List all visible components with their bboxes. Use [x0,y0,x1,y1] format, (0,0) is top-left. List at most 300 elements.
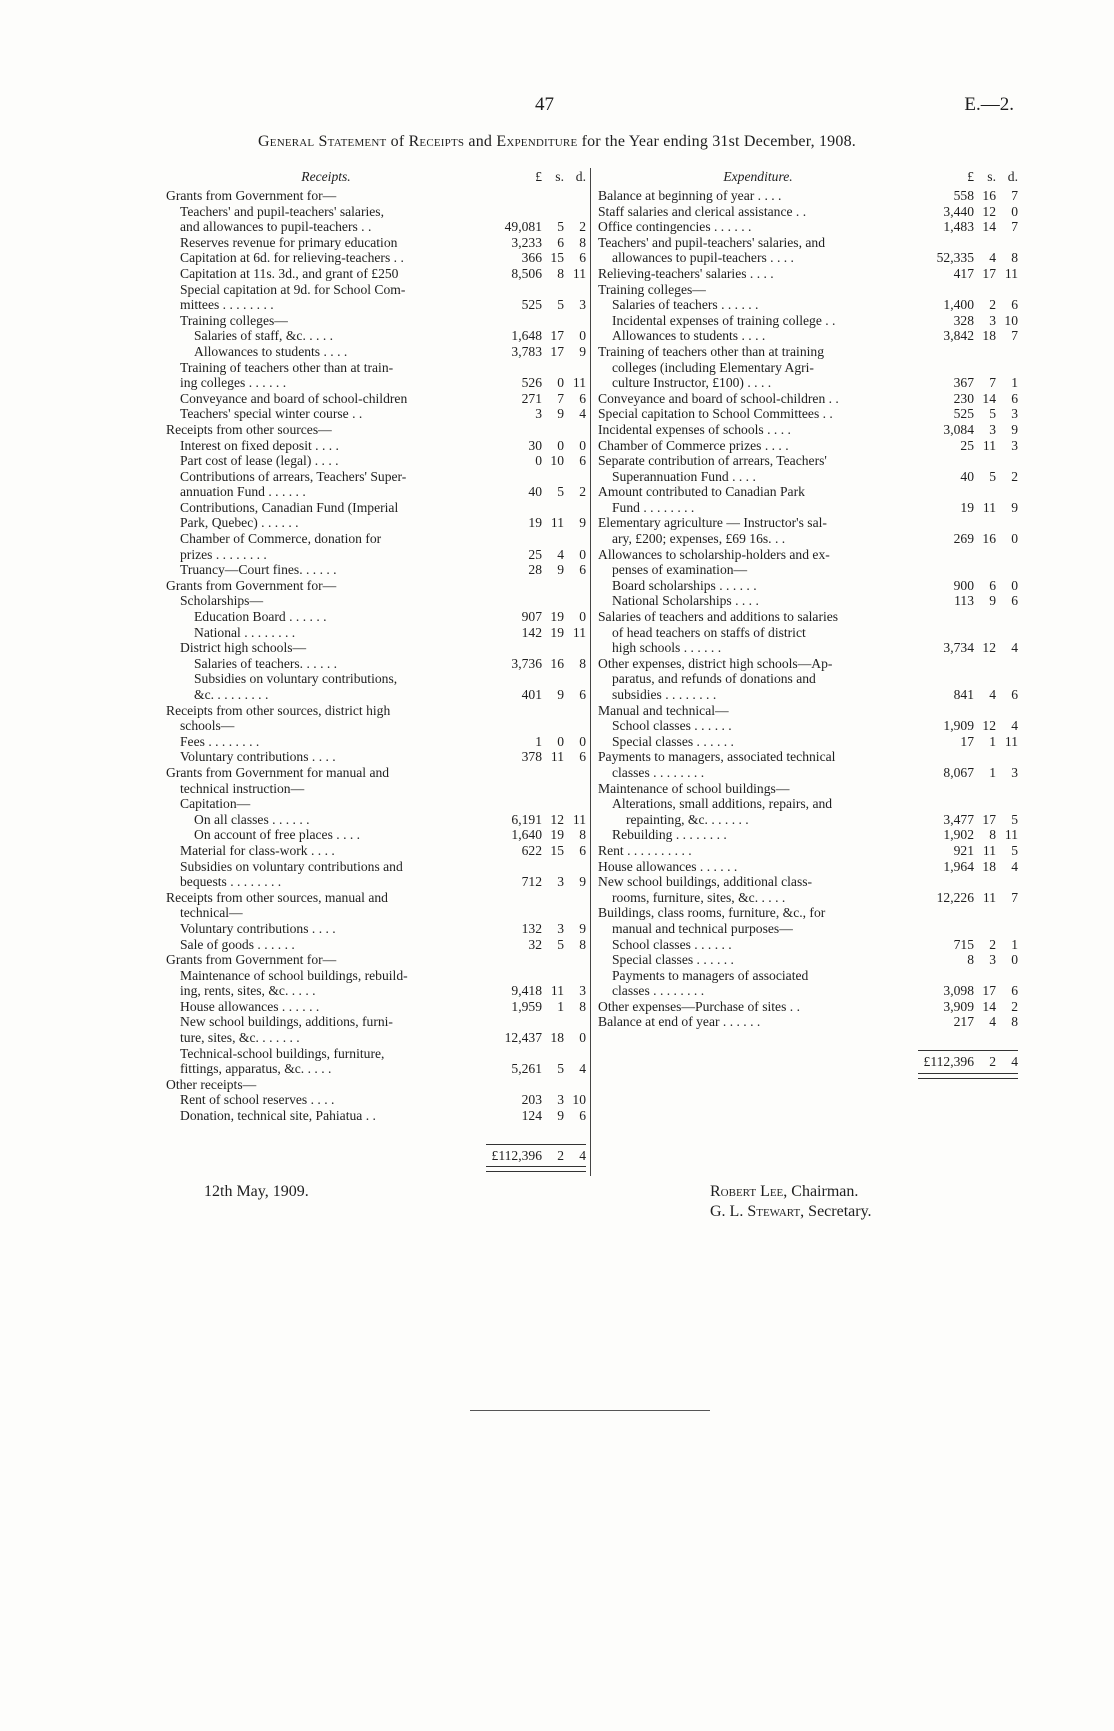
pounds [486,765,542,781]
shillings: 2 [989,297,996,313]
row-description: ing colleges . . . . . . [180,375,287,391]
row-amount [486,1061,586,1077]
pence: 0 [1011,203,1018,219]
pence [564,500,586,516]
table-row [598,983,1018,999]
pence: 6 [579,453,586,469]
pounds [486,905,542,921]
pounds: 8,067 [943,764,974,780]
row-description: paratus, and refunds of donations and [612,671,816,687]
row-amount [918,968,1018,984]
row-amount [918,391,1018,407]
table-row [598,812,1018,828]
shillings: 6 [989,577,996,593]
pence: 8 [579,234,586,250]
pounds [918,968,974,984]
pence: 1 [1011,936,1018,952]
shillings [974,968,996,984]
row-description: manual and technical purposes— [612,920,793,936]
signer-name: Robert Lee [710,1183,784,1200]
pounds: 3,440 [943,203,974,219]
row-amount [918,282,1018,298]
row-description: School classes . . . . . . [612,718,732,734]
row-description: Special capitation at 9d. for School Com- [180,281,406,297]
pounds: 526 [521,375,542,391]
row-amount [918,749,1018,765]
table-row [166,250,586,266]
table-row [598,406,1018,422]
shillings: 9 [557,406,564,422]
expenditure-column [598,168,1018,1079]
pounds: 217 [953,1014,974,1030]
expenditure-header [598,168,1018,186]
table-row [166,266,586,282]
pounds: 3,783 [511,343,542,359]
pounds: 9,418 [511,983,542,999]
row-amount [486,687,586,703]
shillings [974,344,996,360]
table-row [598,999,1018,1015]
shillings: 2 [989,936,996,952]
pounds [918,781,974,797]
row-description: Superannuation Fund . . . . [612,468,756,484]
shillings: 12 [550,811,564,827]
pounds [918,656,974,672]
pence: 9 [1011,499,1018,515]
row-amount [486,843,586,859]
pounds: 1,483 [943,219,974,235]
row-amount [486,282,586,298]
row-amount [486,874,586,890]
pence: 6 [1011,983,1018,999]
row-amount [918,484,1018,500]
row-amount [486,235,586,251]
signer-name: Stewart [747,1203,801,1220]
row-amount [918,453,1018,469]
shillings [974,625,996,641]
shillings [542,765,564,781]
statement-date: 12th May, 1909. [204,1183,309,1200]
pence [564,188,586,204]
row-description: Staff salaries and clerical assistance . . [598,203,807,219]
pounds [486,469,542,485]
shillings [974,671,996,687]
pence: 9 [579,920,586,936]
pence: 5 [1011,842,1018,858]
pence [564,282,586,298]
pence: 9 [579,343,586,359]
row-description: rooms, furniture, sites, &c. . . . . [612,889,786,905]
row-description: Training of teachers other than at train- [180,359,394,375]
row-description: Buildings, class rooms, furniture, &c., for [598,905,826,921]
pounds: 1 [535,733,542,749]
shillings: 3 [989,421,996,437]
pence [564,952,586,968]
row-amount [486,250,586,266]
shillings: 12 [982,718,996,734]
pounds: 30 [528,437,542,453]
row-amount [918,812,1018,828]
row-description: Payments to managers of associated [612,967,809,983]
pence [996,874,1018,890]
pounds: 366 [521,250,542,266]
table-row [166,1108,586,1124]
row-amount [918,859,1018,875]
pounds [486,718,542,734]
pence [564,781,586,797]
row-description: Fees . . . . . . . . [180,733,260,749]
pence: 11 [1004,265,1018,281]
table-row [166,718,586,734]
shillings: 16 [982,531,996,547]
pence [564,703,586,719]
shillings [974,562,996,578]
table-row [598,313,1018,329]
pounds: 3,909 [943,998,974,1014]
row-description: Training colleges— [598,281,706,297]
table-row [166,469,586,485]
shillings: 18 [550,1030,564,1046]
pounds: 3,084 [943,421,974,437]
shillings: 11 [982,437,996,453]
row-description: Teachers' special winter course . . [180,406,363,422]
row-amount [486,1077,586,1093]
row-amount [486,453,586,469]
pounds: 269 [953,531,974,547]
table-row [166,1092,586,1108]
table-row [166,188,586,204]
row-amount [918,469,1018,485]
row-amount [918,500,1018,516]
row-amount [486,484,586,500]
row-amount [486,1030,586,1046]
pounds: 8,506 [511,265,542,281]
table-row [598,874,1018,890]
pence [996,625,1018,641]
table-row [166,422,586,438]
row-description: technical instruction— [180,780,305,796]
row-amount [486,890,586,906]
table-row [166,968,586,984]
title-part: General Statement [258,133,387,150]
signature-secretary [710,1203,872,1221]
row-description: Elementary agriculture — Instructor's sal- [598,515,827,531]
pence [996,453,1018,469]
pounds: 32 [528,936,542,952]
row-amount [486,734,586,750]
pounds [918,703,974,719]
pence [996,905,1018,921]
table-row [166,859,586,875]
receipts-list [166,188,586,1124]
pence: 6 [579,687,586,702]
row-amount [486,266,586,282]
row-amount [486,671,586,687]
row-description: Capitation at 11s. 3d., and grant of £250 [180,265,399,281]
row-description: Grants from Government for— [166,577,337,593]
pence: 7 [1011,328,1018,344]
row-description: Contributions, Canadian Fund (Imperial [180,499,399,515]
pounds: 525 [521,297,542,313]
shillings [542,703,564,719]
row-description: Allowances to students . . . . [194,343,348,359]
row-amount [486,188,586,204]
pence: 9 [579,515,586,531]
table-row [166,578,586,594]
row-description: Other expenses, district high schools—Ap- [598,655,833,671]
pence: 8 [579,655,586,671]
shillings: 19 [550,609,564,625]
row-description: Subsidies on voluntary contributions, [194,671,398,687]
row-amount [918,438,1018,454]
table-row [598,671,1018,687]
pence [564,640,586,656]
table-row [166,952,586,968]
pounds [918,282,974,298]
row-description: Voluntary contributions . . . . [180,920,336,936]
row-description: Subsidies on voluntary contributions and [180,858,403,874]
row-amount [486,983,586,999]
row-amount [918,703,1018,719]
pence [996,515,1018,531]
table-row [166,1014,586,1030]
pence [564,531,586,547]
table-row [598,640,1018,656]
shillings: 5 [989,468,996,484]
pounds [486,531,542,547]
pence [564,360,586,376]
table-row [598,843,1018,859]
pounds: 12,226 [936,889,974,905]
shillings [542,1077,564,1093]
pence: 8 [579,827,586,843]
pounds [918,609,974,625]
pounds: 3,233 [511,234,542,250]
row-amount [486,921,586,937]
row-description: Capitation— [180,796,251,812]
row-amount [486,375,586,391]
table-row [166,999,586,1015]
pence [564,204,586,220]
row-description: District high schools— [180,640,307,656]
row-description: Receipts from other sources, manual and [166,889,388,905]
pence: 3 [1011,764,1018,780]
page-number: 47 [535,94,554,115]
row-description: Rebuilding . . . . . . . . [612,827,727,843]
pence: 2 [579,484,586,500]
shillings: 4 [989,687,996,702]
shillings [542,531,564,547]
row-amount [918,937,1018,953]
pence: 0 [579,1030,586,1046]
table-row [166,921,586,937]
table-row [166,453,586,469]
row-amount [486,625,586,641]
row-amount [918,999,1018,1015]
row-description: New school buildings, additional class- [598,874,813,890]
pence [996,671,1018,687]
shillings [542,204,564,220]
table-row [598,718,1018,734]
pence: 6 [1011,687,1018,702]
row-amount [486,391,586,407]
pounds: 6,191 [511,811,542,827]
table-row [166,749,586,765]
row-description: Interest on fixed deposit . . . . [180,437,339,453]
shillings [974,609,996,625]
pence: 3 [579,297,586,313]
pounds: 712 [521,874,542,890]
table-row [598,921,1018,937]
row-description: culture Instructor, £100) . . . . [612,375,772,391]
pounds [486,703,542,719]
row-amount [918,609,1018,625]
pence: 11 [572,375,586,391]
pounds: 900 [953,577,974,593]
pounds [918,671,974,687]
pounds: 3 [535,406,542,422]
row-description: Rent of school reserves . . . . [180,1092,335,1108]
row-description: allowances to pupil-teachers . . . . [612,250,794,266]
shillings: 17 [550,343,564,359]
pounds: 1,648 [511,328,542,344]
row-description: Allowances to scholarship-holders and ex- [598,546,830,562]
pence [564,1014,586,1030]
pence: 4 [1011,718,1018,734]
section-code: E.—2. [964,94,1014,115]
row-amount [918,827,1018,843]
row-amount [918,250,1018,266]
row-description: technical— [180,905,243,921]
shillings: 5 [557,297,564,313]
table-row [166,515,586,531]
row-description: Salaries of teachers . . . . . . [612,297,759,313]
pence: 6 [579,842,586,858]
row-amount [486,204,586,220]
title-part: of [386,133,409,150]
table-row [166,313,586,329]
row-description: Conveyance and board of school-children . . [598,390,839,406]
row-description: mittees . . . . . . . . [180,297,274,313]
shillings [542,188,564,204]
pence [564,1046,586,1062]
row-amount [918,625,1018,641]
pence [564,422,586,438]
table-row [166,297,586,313]
row-description: Fund . . . . . . . . [612,499,695,515]
shillings: 19 [550,624,564,640]
row-amount [486,937,586,953]
pounds: 40 [960,468,974,484]
row-amount [486,749,586,765]
table-row [166,1061,586,1077]
row-description: Training of teachers other than at training [598,343,824,359]
pounds: 1,964 [943,858,974,874]
table-row [598,765,1018,781]
row-description: classes . . . . . . . . [612,983,705,999]
row-description: Special classes . . . . . . [612,952,734,968]
pence: 6 [579,749,586,765]
shillings: 10 [550,453,564,469]
receipts-column [166,168,586,1172]
table-row [598,656,1018,672]
table-row [166,235,586,251]
row-description: Alterations, small additions, repairs, and [612,796,833,812]
table-row [598,609,1018,625]
table-row [598,438,1018,454]
shillings: 4 [989,1014,996,1030]
pounds: 113 [954,593,974,609]
title-part: for the Year ending 31st December, 1908. [577,133,856,150]
row-amount [918,640,1018,656]
row-description: Donation, technical site, Pahiatua . . [180,1108,376,1124]
expenditure-list [598,188,1018,1030]
pence: 8 [579,936,586,952]
total-shillings: 2 [989,1054,996,1070]
pounds: 1,959 [511,998,542,1014]
row-description: Contributions of arrears, Teachers' Super- [180,468,407,484]
row-description: Salaries of teachers. . . . . . [194,655,338,671]
shillings-unit: s. [987,169,996,184]
pence: 2 [579,219,586,235]
shillings [974,515,996,531]
shillings: 18 [982,858,996,874]
row-description: Receipts from other sources, district high [166,702,391,718]
pence: 11 [1004,733,1018,749]
pounds: 17 [960,733,974,749]
pence: 6 [1011,297,1018,313]
pence-unit: d. [575,169,586,184]
shillings: 11 [982,499,996,515]
pence: 6 [579,1108,586,1124]
shillings [974,235,996,251]
pence: 4 [579,1061,586,1077]
row-amount [486,796,586,812]
row-amount [918,952,1018,968]
shillings [974,547,996,563]
shillings: 0 [557,733,564,749]
pounds: 0 [535,453,542,469]
title-part: and [464,133,497,150]
pence: 3 [579,983,586,999]
shillings: 3 [989,952,996,968]
row-description: ing, rents, sites, &c. . . . . [180,983,316,999]
row-description: Relieving-teachers' salaries . . . . [598,265,774,281]
row-amount [918,547,1018,563]
shillings: 8 [557,265,564,281]
table-row [166,219,586,235]
pence [996,796,1018,812]
table-row [166,375,586,391]
row-amount [486,1046,586,1062]
shillings: 5 [557,1061,564,1077]
pence: 0 [1011,531,1018,547]
row-amount [486,313,586,329]
table-row [166,282,586,298]
pounds: 622 [521,842,542,858]
shillings [542,1046,564,1062]
row-amount [486,827,586,843]
table-row [166,687,586,703]
row-amount [918,406,1018,422]
shillings: 5 [557,936,564,952]
pence: 0 [579,546,586,562]
shillings: 0 [557,437,564,453]
table-row [598,859,1018,875]
pence [996,921,1018,937]
pounds: 525 [953,406,974,422]
shillings [974,703,996,719]
